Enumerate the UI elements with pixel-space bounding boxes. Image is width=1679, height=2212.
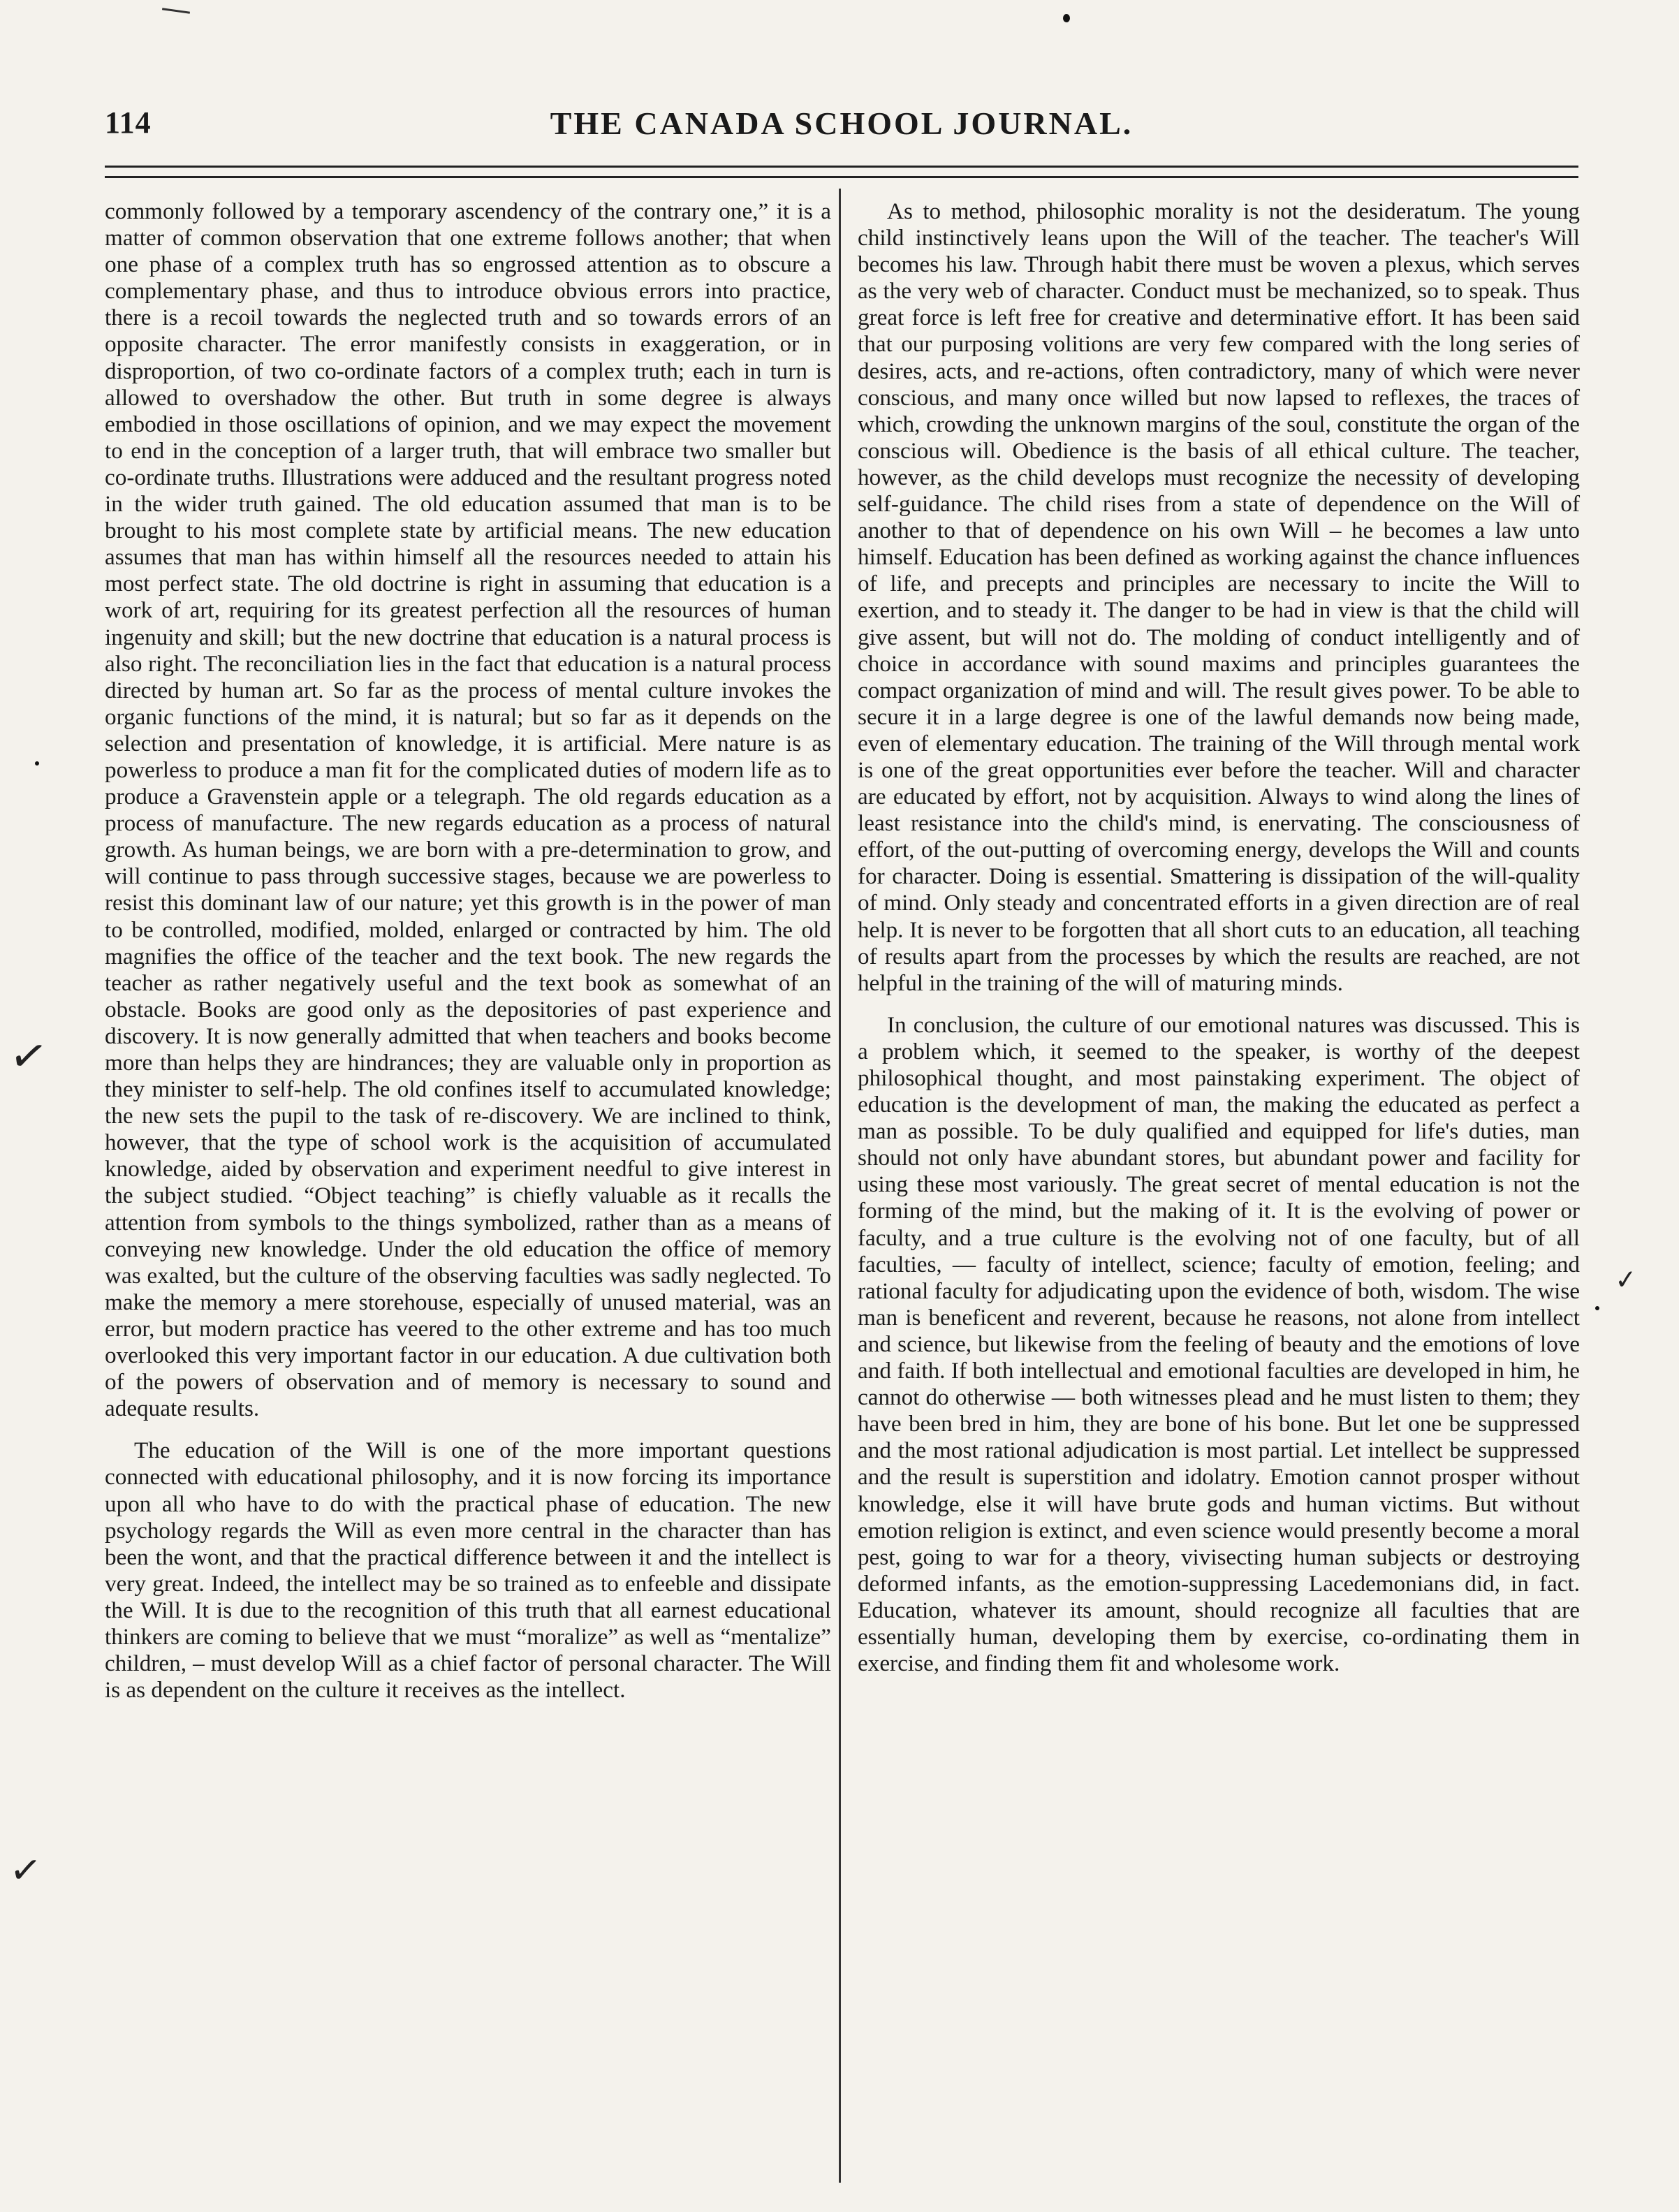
check-mark-icon: ✓: [5, 1027, 52, 1086]
paragraph: commonly followed by a temporary ascendency of the contrary one,” it is a matter of common observation that one extreme follows another; that when one phase of a complex truth has so engrossed attention as to obscure a complementary phase, and thus to introduce obvious errors into practice, there is a recoil towards the neglected truth and so towards errors of an opposite character. The error manifestly consists in exaggeration, or in disproportion, of two co-ordinate factors of a complex truth; each in turn is allowed to overshadow the other. But truth in some degree is always embodied in those oscillations of opinion, and we may expect the movement to end in the conception of a larger truth, that will embrace two smaller but co-ordinate truths. Illustrations were adduced and the resultant progress noted in the wider truth gained. The old education assumed that man is to be brought to his most complete state by artificial means. The new education assumes that man has within himself all the resources needed to attain his most perfect state. The old doctrine is right in assuming that education is a work of art, requiring for its greatest perfection all the resources of human ingenuity and skill; but the new doctrine that education is a natural process is also right. The reconciliation lies in the fact that education is a natural process directed by human art. So far as the process of mental culture invokes the organic functions of the mind, it is natural; but so far as it depends on the selection and presentation of knowledge, it is artificial. Mere nature is as powerless to produce a man fit for the complicated duties of modern life as to produce a Gravenstein apple or a telegraph. The old regards education as a process of manufacture. The new regards education as a process of natural growth. As human beings, we are born with a pre-determination to grow, and will continue to pass through successive stages, because we are powerless to resist this dominant law of our nature; yet this growth is in the power of man to be controlled, modified, molded, enlarged or contracted by him. The old magnifies the office of the teacher and the text book. The new regards the teacher as rather negatively useful and the text book as somewhat of an obstacle. Books are good only as the depositories of past experience and discovery. It is now generally admitted that when teachers and books become more than helps they are hindrances; they are valuable only in proportion as they minister to self-help. The old confines itself to accumulated knowledge; the new sets the pupil to the task of re-discovery. We are inclined to think, however, that the type of school work is the acquisition of accumulated knowledge, aided by observation and experiment needful to give interest in the subject studied. “Object teaching” is chiefly valuable as it recalls the attention from symbols to the things symbolized, rather than as a means of conveying new knowledge. Under the old education the office of memory was exalted, but the culture of the observing faculties was sadly neglected. To make the memory a mere storehouse, especially of unused material, was an error, but modern practice has veered to the other extreme and has too much overlooked this very important factor in our education. A due cultivation both of the powers of observation and of memory is necessary to sound and adequate results.: [105, 198, 831, 1422]
check-mark-icon: ✓: [1613, 1263, 1638, 1296]
ink-dot: [35, 761, 39, 766]
left-column: [105, 198, 831, 1704]
page-header: [105, 105, 1578, 154]
ink-dot: [1595, 1306, 1599, 1310]
header-rule-bottom: [105, 176, 1578, 178]
header-rule-top: [105, 166, 1578, 168]
journal-title: THE CANADA SCHOOL JOURNAL.: [550, 105, 1134, 141]
page-number: 114: [105, 105, 152, 140]
right-column: [858, 198, 1580, 1677]
column-divider: [839, 189, 841, 2183]
paragraph: In conclusion, the culture of our emotional natures was discussed. This is a problem which, it seemed to the speaker, is worthy of the deepest philosophical thought, and most painstaking experiment. The object of education is the development of man, the making the educated as perfect a man as possible. To be duly qualified and equipped for life's duties, man should not only have abundant stores, but abundant power and facility for using these most variously. The great secret of mental education is not the forming of the mind, but the making of it. It is the evolving of power or faculty, and a true culture is the evolving not of one faculty, but of all faculties, — faculty of intellect, science; faculty of emotion, feeling; and rational faculty for adjudicating upon the evidence of both, wisdom. The wise man is beneficent and reverent, because he reasons, not alone from intellect and science, but likewise from the feeling of beauty and the emotions of love and faith. If both intellectual and emotional faculties are developed in him, he cannot do otherwise — both witnesses plead and he must listen to them; they have been bred in him, they are bone of his bone. But let one be suppressed and the most rational adjudication is most partial. Let intellect be suppressed and the result is superstition and idolatry. Emotion cannot prosper without knowledge, else it will have brute gods and human victims. But without emotion religion is extinct, and even science would presently become a moral pest, going to war for a theory, vivisecting human subjects or destroying deformed infants, as the emotion-suppressing Lacedemonians did, in fact. Education, whatever its amount, should recognize all faculties that are essentially human, developing them by exercise, co-ordinating them in exercise, and finding them fit and wholesome work.: [858, 1011, 1580, 1677]
paragraph: The education of the Will is one of the more important questions connected with educational philosophy, and it is now forcing its importance upon all who have to do with the practical phase of education. The new psychology regards the Will as even more central in the character than has been the wont, and that the practical difference between it and the intellect is very great. Indeed, the intellect may be so trained as to enfeeble and dissipate the Will. It is due to the recognition of this truth that all earnest educational thinkers are coming to believe that we must “moralize” as well as “mentalize” children, – must develop Will as a chief factor of personal character. The Will is as dependent on the culture it receives as the intellect.: [105, 1437, 831, 1704]
paragraph: As to method, philosophic morality is not the desideratum. The young child instinctively leans upon the Will of the teacher. The teacher's Will becomes his law. Through habit there must be woven a plexus, which serves as the very web of character. Conduct must be mechanized, so to speak. Thus great force is left free for creative and determinative effort. It has been said that our purposing volitions are very few compared with the long series of desires, acts, and re-actions, often contradictory, many of which were never conscious, and many once willed but now lapsed to reflexes, the traces of which, crowding the unknown margins of the soul, constitute the organ of the conscious will. Obedience is the basis of all ethical culture. The teacher, however, as the child develops must recognize the necessity of developing self-guidance. The child rises from a state of dependence on the Will of another to that of dependence on his own Will – he becomes a law unto himself. Education has been defined as working against the chance influences of life, and precepts and principles are necessary to incite the Will to exertion, and to steady it. The danger to be had in view is that the child will give assent, but will not do. The molding of conduct intelligently and of choice in accordance with sound maxims and principles guarantees the compact organization of mind and will. The result gives power. To be able to secure it in a large degree is one of the lawful demands now being made, even of elementary education. The training of the Will through mental work is one of the great opportunities ever before the teacher. Will and character are educated by effort, not by acquisition. Always to wind along the lines of least resistance into the child's mind, is enervating. The consciousness of effort, of the out-putting of overcoming energy, develops the Will and counts for character. Doing is essential. Smattering is dissipation of the will-quality of mind. Only steady and concentrated efforts in a given direction are of real help. It is never to be forgotten that all short cuts to an education, all teaching of results apart from the processes by which the results are reached, are not helpful in the training of the will of maturing minds.: [858, 198, 1580, 996]
check-mark-icon: ✓: [7, 1846, 44, 1894]
ink-smudge: [162, 8, 190, 14]
ink-dot: [1063, 14, 1070, 22]
